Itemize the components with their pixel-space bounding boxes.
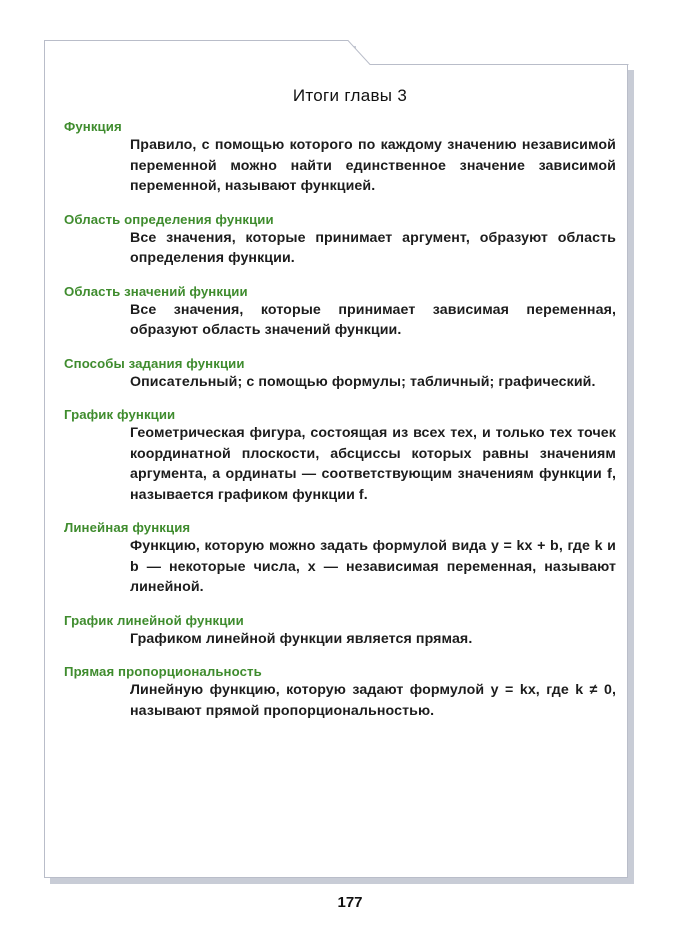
definition-linear-function: Функцию, которую можно задать формулой вида y = kx + b, где k и b — некоторые числа, x — независимая переменная, называют линейной.: [130, 538, 616, 595]
page-number: 177: [337, 894, 363, 911]
term-linear-graph: График линейной функции: [64, 612, 244, 628]
term-ways-of-defining: Способы задания функции: [64, 355, 245, 371]
term-graph-of-function: График функции: [64, 407, 176, 422]
definition-range: Все значения, которые принимает зависимая переменная, образуют область значений функции.: [130, 301, 616, 338]
term-domain: Область определения функции: [64, 211, 274, 227]
term-range: Область значений функции: [64, 283, 248, 299]
definition-graph-of-function: Геометрическая фигура, состоящая из всех тех, и только тех точек координатной плоскости, абсциссы которых равны значениям аргумента, а ординаты — соответствующим значениям функции f, называется графиком функции f.: [130, 425, 616, 503]
chapter-summary-title: Итоги главы 3: [292, 86, 408, 105]
term-linear-function: Линейная функция: [64, 520, 191, 535]
definition-domain: Все значения, которые принимает аргумент, образуют область определения функции.: [130, 229, 616, 266]
summary-content: [64, 118, 616, 721]
definition-linear-graph: Графиком линейной функции является прямая.: [130, 630, 473, 647]
definition-direct-proportionality: Линейную функцию, которую задают формулой y = kx, где k ≠ 0, называют прямой пропорциональностью.: [130, 682, 616, 719]
term-function: Функция: [64, 119, 122, 134]
definition-ways-of-defining: Описательный; с помощью формулы; табличный; графический.: [130, 373, 596, 390]
definition-function: Правило, с помощью которого по каждому значению независимой переменной можно найти единственное значение зависимой переменной, называют функцией.: [130, 137, 616, 194]
term-direct-proportionality: Прямая пропорциональность: [64, 664, 262, 679]
